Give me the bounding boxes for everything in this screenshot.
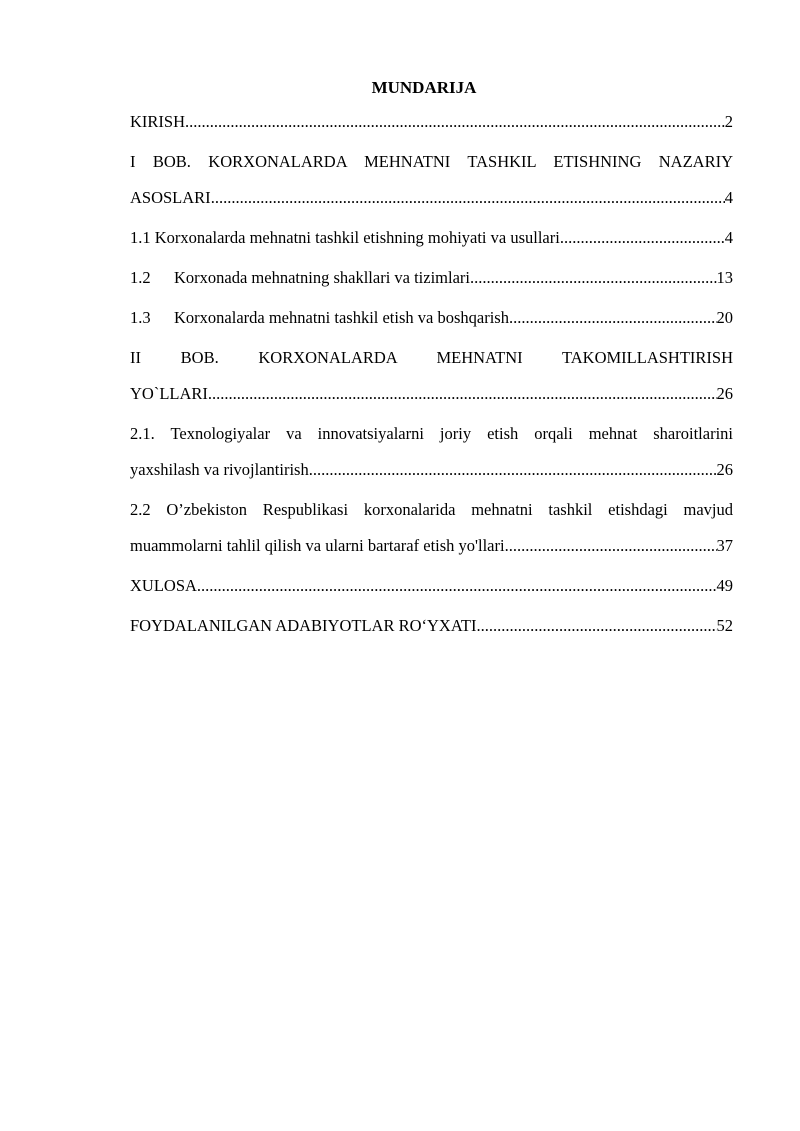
dot-leader: [470, 260, 717, 296]
toc-page-number: 2: [724, 112, 733, 131]
dot-leader: [505, 528, 717, 564]
toc-page-number: 49: [716, 576, 733, 595]
toc-page-number: 26: [716, 384, 733, 403]
toc-entry-text-line1: I BOB. KORXONALARDA MEHNATNI TASHKIL ETISHNING NAZARIY: [130, 152, 733, 171]
toc-entry-text: yaxshilash va rivojlantirish: [130, 460, 309, 479]
toc-entry-text: 1.1 Korxonalarda mehnatni tashkil etishning mohiyati va usullari: [130, 228, 560, 247]
toc-entry-1-3[interactable]: [130, 300, 733, 336]
toc-entry-text: muammolarni tahlil qilish va ularni bartaraf etish yo'llari: [130, 536, 505, 555]
dot-leader: [309, 452, 717, 488]
toc-page-number: 20: [716, 308, 733, 327]
toc-entry-2-1[interactable]: [130, 416, 733, 488]
toc-entry-text: YO`LLARI: [130, 384, 208, 403]
toc-entry-text: XULOSA: [130, 576, 197, 595]
toc-entry-number: 1.3: [130, 308, 151, 327]
dot-leader: [509, 300, 717, 336]
dot-leader: [560, 220, 725, 256]
toc-entry-text-line1: 2.1. Texnologiyalar va innovatsiyalarni joriy etish orqali mehnat sharoitlarini: [130, 424, 733, 443]
toc-entry-text-line1: II BOB. KORXONALARDA MEHNATNI TAKOMILLASHTIRISH: [130, 348, 733, 367]
dot-leader: [185, 104, 725, 140]
toc-entry-1-1[interactable]: [130, 220, 733, 256]
toc-page-number: 4: [724, 228, 733, 247]
toc-entry-chapter-1[interactable]: [130, 144, 733, 216]
toc-entry-text: ASOSLARI: [130, 188, 211, 207]
toc-entry-text: KIRISH: [130, 112, 186, 131]
dot-leader: [197, 568, 717, 604]
toc-page-number: 37: [716, 536, 733, 555]
toc-entry-text: Korxonada mehnatning shakllari va tizimlari: [174, 268, 470, 287]
toc-entry-2-2[interactable]: [130, 492, 733, 564]
toc-page-number: 4: [724, 188, 733, 207]
toc-entry-text: FOYDALANILGAN ADABIYOTLAR RO‘YXATI: [130, 616, 477, 635]
toc-title: MUNDARIJA: [371, 78, 477, 97]
toc-entry-chapter-2[interactable]: [130, 340, 733, 412]
dot-leader: [208, 376, 717, 412]
toc-entry-xulosa[interactable]: [130, 568, 733, 604]
toc-entry-text-line1: 2.2 O’zbekiston Respublikasi korxonalarida mehnatni tashkil etishdagi mavjud: [130, 500, 733, 519]
toc-entry-number: 1.2: [130, 268, 151, 287]
toc-page-number: 52: [716, 616, 733, 635]
toc-entry-bibliography[interactable]: [130, 608, 733, 644]
toc-entry-kirish[interactable]: [130, 104, 733, 140]
toc-page-number: 13: [716, 268, 733, 287]
dot-leader: [211, 180, 725, 216]
toc-page-number: 26: [716, 460, 733, 479]
dot-leader: [476, 608, 716, 644]
toc-entry-text: Korxonalarda mehnatni tashkil etish va boshqarish: [174, 308, 509, 327]
toc-entry-1-2[interactable]: [130, 260, 733, 296]
table-of-contents: [130, 104, 733, 644]
